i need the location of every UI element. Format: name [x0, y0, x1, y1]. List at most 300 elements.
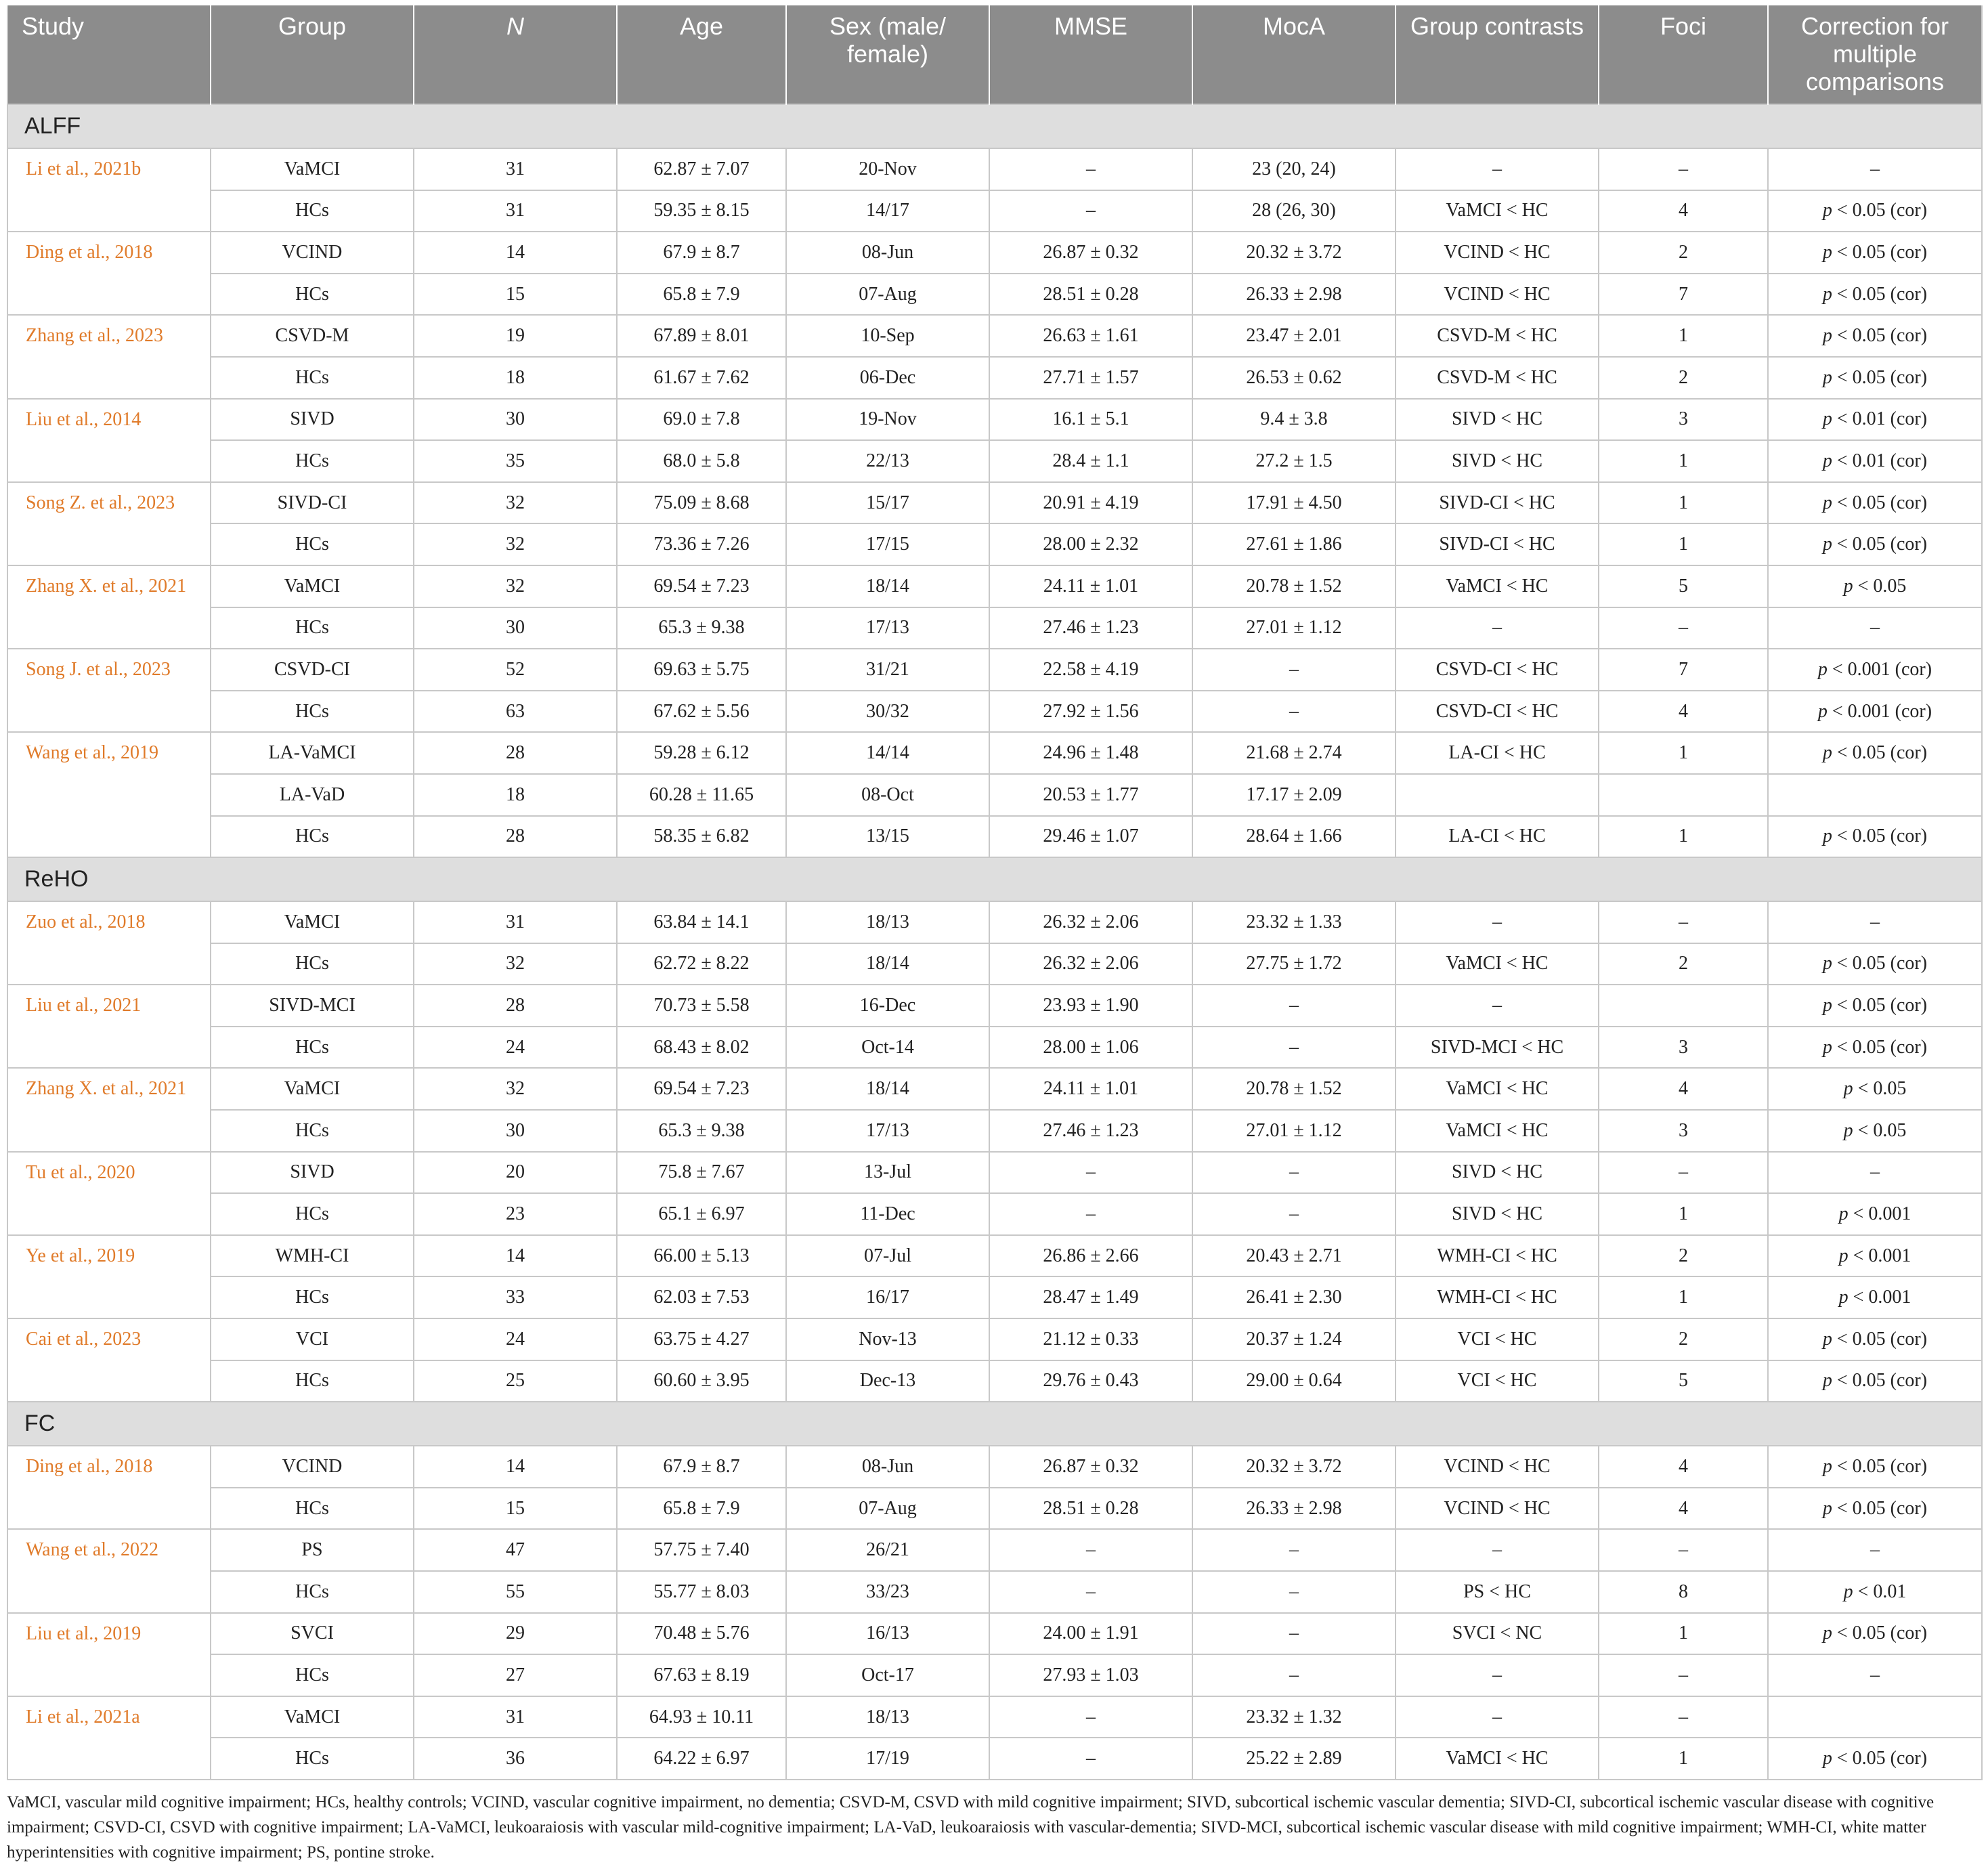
sex-cell: 13-Jul — [786, 1152, 989, 1194]
group-cell: HCs — [211, 1738, 414, 1780]
moca-cell: – — [1192, 1529, 1396, 1571]
study-cell[interactable]: Wang et al., 2022 — [7, 1529, 211, 1612]
mmse-cell: 16.1 ± 5.1 — [989, 399, 1192, 441]
group-cell: SVCI — [211, 1613, 414, 1655]
group-cell: WMH-CI — [211, 1235, 414, 1277]
foci-cell: 2 — [1599, 357, 1768, 399]
group-contrasts-cell: WMH-CI < HC — [1396, 1235, 1599, 1277]
moca-cell: 23.47 ± 2.01 — [1192, 315, 1396, 357]
moca-cell: 23.32 ± 1.32 — [1192, 1696, 1396, 1738]
foci-cell: 3 — [1599, 1110, 1768, 1152]
sex-cell: 17/15 — [786, 523, 989, 565]
age-cell: 57.75 ± 7.40 — [617, 1529, 786, 1571]
moca-cell: – — [1192, 1571, 1396, 1613]
table-row — [7, 1110, 1982, 1152]
age-cell: 69.54 ± 7.23 — [617, 1068, 786, 1110]
moca-cell: – — [1192, 1654, 1396, 1696]
group-cell: HCs — [211, 1276, 414, 1318]
age-cell: 65.3 ± 9.38 — [617, 1110, 786, 1152]
correction-cell: p < 0.001 (cor) — [1768, 691, 1982, 733]
group-contrasts-cell: CSVD-M < HC — [1396, 357, 1599, 399]
group-cell: HCs — [211, 440, 414, 482]
age-cell: 69.0 ± 7.8 — [617, 399, 786, 441]
group-contrasts-cell: VaMCI < HC — [1396, 943, 1599, 985]
mmse-cell: 28.51 ± 0.28 — [989, 1488, 1192, 1530]
table-row — [7, 399, 1982, 441]
correction-cell: p < 0.05 (cor) — [1768, 523, 1982, 565]
sex-cell: 07-Aug — [786, 274, 989, 316]
table-row — [7, 1318, 1982, 1360]
group-contrasts-cell: – — [1396, 1654, 1599, 1696]
age-cell: 62.72 ± 8.22 — [617, 943, 786, 985]
moca-cell: 28 (26, 30) — [1192, 190, 1396, 232]
n-cell: 14 — [414, 1235, 617, 1277]
n-cell: 27 — [414, 1654, 617, 1696]
sex-cell: Dec-13 — [786, 1360, 989, 1402]
correction-cell: p < 0.05 — [1768, 565, 1982, 607]
group-contrasts-cell: WMH-CI < HC — [1396, 1276, 1599, 1318]
group-contrasts-cell: – — [1396, 148, 1599, 190]
group-cell: VaMCI — [211, 901, 414, 943]
group-contrasts-cell: VCIND < HC — [1396, 1488, 1599, 1530]
foci-cell: – — [1599, 148, 1768, 190]
study-cell[interactable]: Liu et al., 2021 — [7, 985, 211, 1068]
study-cell[interactable]: Zhang et al., 2023 — [7, 315, 211, 398]
mmse-cell: 24.96 ± 1.48 — [989, 732, 1192, 774]
group-cell: SIVD — [211, 1152, 414, 1194]
section-label: FC — [7, 1402, 1982, 1446]
section-row — [7, 857, 1982, 901]
n-cell: 30 — [414, 607, 617, 649]
age-cell: 58.35 ± 6.82 — [617, 816, 786, 858]
mmse-cell: 26.63 ± 1.61 — [989, 315, 1192, 357]
n-cell: 18 — [414, 357, 617, 399]
moca-cell: 21.68 ± 2.74 — [1192, 732, 1396, 774]
table-row — [7, 565, 1982, 607]
table-row — [7, 1276, 1982, 1318]
age-cell: 60.28 ± 11.65 — [617, 774, 786, 816]
mmse-cell: 27.93 ± 1.03 — [989, 1654, 1192, 1696]
group-contrasts-cell: SIVD < HC — [1396, 1152, 1599, 1194]
section-label: ALFF — [7, 104, 1982, 148]
group-contrasts-cell: PS < HC — [1396, 1571, 1599, 1613]
section-row — [7, 1402, 1982, 1446]
group-contrasts-cell: VaMCI < HC — [1396, 1738, 1599, 1780]
age-cell: 67.89 ± 8.01 — [617, 315, 786, 357]
mmse-cell: 26.87 ± 0.32 — [989, 232, 1192, 274]
mmse-cell: 27.46 ± 1.23 — [989, 607, 1192, 649]
n-cell: 28 — [414, 816, 617, 858]
study-cell[interactable]: Li et al., 2021b — [7, 148, 211, 232]
foci-cell: – — [1599, 607, 1768, 649]
foci-cell: 1 — [1599, 523, 1768, 565]
moca-cell: 25.22 ± 2.89 — [1192, 1738, 1396, 1780]
study-cell[interactable]: Song Z. et al., 2023 — [7, 482, 211, 565]
correction-cell: p < 0.05 (cor) — [1768, 985, 1982, 1027]
moca-cell: – — [1192, 985, 1396, 1027]
age-cell: 61.67 ± 7.62 — [617, 357, 786, 399]
sex-cell: 07-Aug — [786, 1488, 989, 1530]
group-contrasts-cell: – — [1396, 985, 1599, 1027]
correction-cell: p < 0.01 — [1768, 1571, 1982, 1613]
moca-cell: – — [1192, 1027, 1396, 1069]
foci-cell: 1 — [1599, 732, 1768, 774]
mmse-cell: – — [989, 190, 1192, 232]
age-cell: 59.28 ± 6.12 — [617, 732, 786, 774]
age-cell: 67.9 ± 8.7 — [617, 232, 786, 274]
n-cell: 24 — [414, 1027, 617, 1069]
sex-cell: 18/14 — [786, 943, 989, 985]
table-container — [7, 5, 1981, 1865]
sex-cell: 06-Dec — [786, 357, 989, 399]
moca-cell: 27.01 ± 1.12 — [1192, 1110, 1396, 1152]
header-n: N — [414, 5, 617, 104]
header-study: Study — [7, 5, 211, 104]
correction-cell — [1768, 774, 1982, 816]
n-cell: 15 — [414, 1488, 617, 1530]
group-cell: HCs — [211, 1193, 414, 1235]
sex-cell: 14/17 — [786, 190, 989, 232]
correction-cell: p < 0.05 (cor) — [1768, 357, 1982, 399]
group-cell: HCs — [211, 523, 414, 565]
table-row — [7, 1529, 1982, 1571]
studies-table — [7, 5, 1983, 1780]
mmse-cell: 26.32 ± 2.06 — [989, 901, 1192, 943]
age-cell: 67.9 ± 8.7 — [617, 1446, 786, 1488]
group-contrasts-cell: CSVD-M < HC — [1396, 315, 1599, 357]
study-cell[interactable]: Zhang X. et al., 2021 — [7, 1068, 211, 1151]
study-cell[interactable]: Liu et al., 2019 — [7, 1613, 211, 1696]
foci-cell: – — [1599, 901, 1768, 943]
age-cell: 62.87 ± 7.07 — [617, 148, 786, 190]
group-cell: VaMCI — [211, 1696, 414, 1738]
moca-cell: 27.2 ± 1.5 — [1192, 440, 1396, 482]
group-cell: VCI — [211, 1318, 414, 1360]
age-cell: 70.73 ± 5.58 — [617, 985, 786, 1027]
foci-cell: 5 — [1599, 565, 1768, 607]
mmse-cell: – — [989, 1529, 1192, 1571]
sex-cell: 33/23 — [786, 1571, 989, 1613]
table-row — [7, 482, 1982, 524]
mmse-cell: 20.53 ± 1.77 — [989, 774, 1192, 816]
moca-cell: 26.53 ± 0.62 — [1192, 357, 1396, 399]
foci-cell — [1599, 774, 1768, 816]
foci-cell: 4 — [1599, 190, 1768, 232]
age-cell: 65.8 ± 7.9 — [617, 1488, 786, 1530]
foci-cell: 4 — [1599, 1446, 1768, 1488]
moca-cell: 27.61 ± 1.86 — [1192, 523, 1396, 565]
correction-cell: – — [1768, 1654, 1982, 1696]
group-cell: HCs — [211, 190, 414, 232]
table-body — [7, 104, 1982, 1780]
table-row — [7, 1360, 1982, 1402]
header-row — [7, 5, 1982, 104]
foci-cell: 4 — [1599, 691, 1768, 733]
age-cell: 65.3 ± 9.38 — [617, 607, 786, 649]
n-cell: 30 — [414, 399, 617, 441]
group-contrasts-cell: SIVD < HC — [1396, 399, 1599, 441]
header-group: Group — [211, 5, 414, 104]
moca-cell: 27.01 ± 1.12 — [1192, 607, 1396, 649]
sex-cell: 16-Dec — [786, 985, 989, 1027]
foci-cell: 3 — [1599, 1027, 1768, 1069]
sex-cell: 15/17 — [786, 482, 989, 524]
sex-cell: 11-Dec — [786, 1193, 989, 1235]
table-row — [7, 649, 1982, 691]
table-row — [7, 1738, 1982, 1780]
moca-cell: 17.17 ± 2.09 — [1192, 774, 1396, 816]
mmse-cell: 26.86 ± 2.66 — [989, 1235, 1192, 1277]
group-contrasts-cell: – — [1396, 1529, 1599, 1571]
mmse-cell: 21.12 ± 0.33 — [989, 1318, 1192, 1360]
group-contrasts-cell: SIVD-MCI < HC — [1396, 1027, 1599, 1069]
sex-cell: 20-Nov — [786, 148, 989, 190]
foci-cell: 1 — [1599, 816, 1768, 858]
sex-cell: 10-Sep — [786, 315, 989, 357]
table-row — [7, 148, 1982, 190]
group-cell: VCIND — [211, 1446, 414, 1488]
foci-cell: 1 — [1599, 1738, 1768, 1780]
group-contrasts-cell: – — [1396, 901, 1599, 943]
moca-cell: – — [1192, 1613, 1396, 1655]
group-contrasts-cell: SIVD-CI < HC — [1396, 482, 1599, 524]
moca-cell: 27.75 ± 1.72 — [1192, 943, 1396, 985]
foci-cell: 4 — [1599, 1068, 1768, 1110]
sex-cell: 18/14 — [786, 565, 989, 607]
mmse-cell: – — [989, 1152, 1192, 1194]
age-cell: 75.8 ± 7.67 — [617, 1152, 786, 1194]
correction-cell: p < 0.01 (cor) — [1768, 399, 1982, 441]
correction-cell: p < 0.05 — [1768, 1110, 1982, 1152]
sex-cell: 22/13 — [786, 440, 989, 482]
sex-cell: 16/17 — [786, 1276, 989, 1318]
correction-cell: p < 0.05 (cor) — [1768, 1318, 1982, 1360]
n-cell: 33 — [414, 1276, 617, 1318]
mmse-cell: 24.11 ± 1.01 — [989, 1068, 1192, 1110]
group-contrasts-cell: CSVD-CI < HC — [1396, 649, 1599, 691]
table-row — [7, 1696, 1982, 1738]
moca-cell: 9.4 ± 3.8 — [1192, 399, 1396, 441]
moca-cell: – — [1192, 691, 1396, 733]
table-row — [7, 1654, 1982, 1696]
age-cell: 60.60 ± 3.95 — [617, 1360, 786, 1402]
n-cell: 32 — [414, 1068, 617, 1110]
sex-cell: 30/32 — [786, 691, 989, 733]
correction-cell: p < 0.05 (cor) — [1768, 315, 1982, 357]
mmse-cell: 23.93 ± 1.90 — [989, 985, 1192, 1027]
foci-cell: – — [1599, 1529, 1768, 1571]
age-cell: 64.93 ± 10.11 — [617, 1696, 786, 1738]
study-cell[interactable]: Tu et al., 2020 — [7, 1152, 211, 1235]
foci-cell: 7 — [1599, 649, 1768, 691]
n-cell: 55 — [414, 1571, 617, 1613]
age-cell: 55.77 ± 8.03 — [617, 1571, 786, 1613]
mmse-cell: 22.58 ± 4.19 — [989, 649, 1192, 691]
table-row — [7, 1152, 1982, 1194]
moca-cell: 20.32 ± 3.72 — [1192, 1446, 1396, 1488]
moca-cell: 28.64 ± 1.66 — [1192, 816, 1396, 858]
mmse-cell: – — [989, 1571, 1192, 1613]
correction-cell: – — [1768, 901, 1982, 943]
group-cell: SIVD — [211, 399, 414, 441]
sex-cell: 08-Jun — [786, 1446, 989, 1488]
n-cell: 52 — [414, 649, 617, 691]
group-cell: PS — [211, 1529, 414, 1571]
moca-cell: 20.78 ± 1.52 — [1192, 1068, 1396, 1110]
foci-cell: 2 — [1599, 943, 1768, 985]
n-cell: 47 — [414, 1529, 617, 1571]
age-cell: 67.62 ± 5.56 — [617, 691, 786, 733]
group-cell: HCs — [211, 943, 414, 985]
age-cell: 64.22 ± 6.97 — [617, 1738, 786, 1780]
group-contrasts-cell: SIVD-CI < HC — [1396, 523, 1599, 565]
group-contrasts-cell: VCI < HC — [1396, 1318, 1599, 1360]
group-cell: VaMCI — [211, 148, 414, 190]
study-cell[interactable]: Liu et al., 2014 — [7, 399, 211, 482]
foci-cell: 1 — [1599, 482, 1768, 524]
age-cell: 70.48 ± 5.76 — [617, 1613, 786, 1655]
foci-cell: 1 — [1599, 1193, 1768, 1235]
mmse-cell: 28.4 ± 1.1 — [989, 440, 1192, 482]
header-sex: Sex (male/ female) — [786, 5, 989, 104]
n-cell: 35 — [414, 440, 617, 482]
foci-cell: 7 — [1599, 274, 1768, 316]
table-row — [7, 732, 1982, 774]
foci-cell: 2 — [1599, 232, 1768, 274]
n-cell: 29 — [414, 1613, 617, 1655]
group-contrasts-cell: VCIND < HC — [1396, 274, 1599, 316]
moca-cell: 29.00 ± 0.64 — [1192, 1360, 1396, 1402]
group-cell: HCs — [211, 1027, 414, 1069]
age-cell: 69.63 ± 5.75 — [617, 649, 786, 691]
age-cell: 62.03 ± 7.53 — [617, 1276, 786, 1318]
correction-cell: – — [1768, 1152, 1982, 1194]
n-cell: 14 — [414, 1446, 617, 1488]
section-label: ReHO — [7, 857, 1982, 901]
group-cell: LA-VaD — [211, 774, 414, 816]
study-cell[interactable]: Li et al., 2021a — [7, 1696, 211, 1780]
moca-cell: 26.33 ± 2.98 — [1192, 1488, 1396, 1530]
n-cell: 31 — [414, 901, 617, 943]
n-cell: 19 — [414, 315, 617, 357]
correction-cell: p < 0.05 (cor) — [1768, 1446, 1982, 1488]
foci-cell: 4 — [1599, 1488, 1768, 1530]
mmse-cell: 28.51 ± 0.28 — [989, 274, 1192, 316]
foci-cell: 1 — [1599, 1276, 1768, 1318]
correction-cell: p < 0.001 — [1768, 1193, 1982, 1235]
correction-cell: – — [1768, 1529, 1982, 1571]
moca-cell: 26.33 ± 2.98 — [1192, 274, 1396, 316]
study-cell[interactable]: Ye et al., 2019 — [7, 1235, 211, 1318]
n-cell: 32 — [414, 565, 617, 607]
foci-cell: 5 — [1599, 1360, 1768, 1402]
moca-cell: 17.91 ± 4.50 — [1192, 482, 1396, 524]
n-cell: 28 — [414, 732, 617, 774]
table-row — [7, 1235, 1982, 1277]
correction-cell: p < 0.001 — [1768, 1235, 1982, 1277]
correction-cell: – — [1768, 148, 1982, 190]
correction-cell: p < 0.05 (cor) — [1768, 1738, 1982, 1780]
foci-cell: 8 — [1599, 1571, 1768, 1613]
sex-cell: 17/13 — [786, 1110, 989, 1152]
n-cell: 31 — [414, 190, 617, 232]
study-cell[interactable]: Cai et al., 2023 — [7, 1318, 211, 1402]
n-cell: 32 — [414, 523, 617, 565]
n-cell: 28 — [414, 985, 617, 1027]
table-row — [7, 315, 1982, 357]
sex-cell: 14/14 — [786, 732, 989, 774]
study-cell[interactable]: Song J. et al., 2023 — [7, 649, 211, 732]
group-contrasts-cell: CSVD-CI < HC — [1396, 691, 1599, 733]
moca-cell: – — [1192, 1152, 1396, 1194]
study-cell[interactable]: Zhang X. et al., 2021 — [7, 565, 211, 649]
foci-cell: 3 — [1599, 399, 1768, 441]
group-contrasts-cell: SVCI < NC — [1396, 1613, 1599, 1655]
age-cell: 73.36 ± 7.26 — [617, 523, 786, 565]
correction-cell: p < 0.05 (cor) — [1768, 816, 1982, 858]
group-cell: HCs — [211, 607, 414, 649]
group-contrasts-cell: LA-CI < HC — [1396, 732, 1599, 774]
age-cell: 63.84 ± 14.1 — [617, 901, 786, 943]
header-moca: MocA — [1192, 5, 1396, 104]
correction-cell: p < 0.05 (cor) — [1768, 190, 1982, 232]
moca-cell: 20.32 ± 3.72 — [1192, 232, 1396, 274]
mmse-cell: 26.87 ± 0.32 — [989, 1446, 1192, 1488]
group-contrasts-cell: SIVD < HC — [1396, 440, 1599, 482]
sex-cell: 18/13 — [786, 901, 989, 943]
mmse-cell: 29.76 ± 0.43 — [989, 1360, 1192, 1402]
mmse-cell: 27.92 ± 1.56 — [989, 691, 1192, 733]
n-cell: 32 — [414, 943, 617, 985]
study-cell[interactable]: Wang et al., 2019 — [7, 732, 211, 857]
age-cell: 65.1 ± 6.97 — [617, 1193, 786, 1235]
mmse-cell: 24.00 ± 1.91 — [989, 1613, 1192, 1655]
table-row — [7, 901, 1982, 943]
sex-cell: 13/15 — [786, 816, 989, 858]
table-row — [7, 1446, 1982, 1488]
correction-cell: p < 0.05 (cor) — [1768, 1360, 1982, 1402]
sex-cell: 08-Oct — [786, 774, 989, 816]
age-cell: 68.0 ± 5.8 — [617, 440, 786, 482]
table-row — [7, 274, 1982, 316]
group-contrasts-cell: VaMCI < HC — [1396, 565, 1599, 607]
table-footnote: VaMCI, vascular mild cognitive impairment; HCs, healthy controls; VCIND, vascular cognitive impairment, no dementia; CSVD-M, CSVD with mild cognitive impairment; SIVD, subcortical ischemic vascular dementia; SIVD-CI, subcortical ischemic vascular disease with cognitive impairment; CSVD-CI, CSVD with cognitive impairment; LA-VaMCI, leukoaraiosis with vascular mild-cognitive impairment; LA-VaD, leukoaraiosis with vascular-dementia; SIVD-MCI, subcortical ischemic vascular disease with mild cognitive impairment; WMH-CI, white matter hyperintensities with cognitive impairment; PS, pontine stroke. — [7, 1792, 1935, 1862]
foci-cell: 1 — [1599, 1613, 1768, 1655]
mmse-cell: – — [989, 148, 1192, 190]
table-row — [7, 943, 1982, 985]
section-row — [7, 104, 1982, 148]
study-cell[interactable]: Ding et al., 2018 — [7, 232, 211, 315]
group-cell: LA-VaMCI — [211, 732, 414, 774]
moca-cell: 20.43 ± 2.71 — [1192, 1235, 1396, 1277]
n-cell: 63 — [414, 691, 617, 733]
n-cell: 24 — [414, 1318, 617, 1360]
group-contrasts-cell: VCIND < HC — [1396, 232, 1599, 274]
study-cell[interactable]: Ding et al., 2018 — [7, 1446, 211, 1529]
correction-cell: p < 0.05 (cor) — [1768, 732, 1982, 774]
age-cell: 75.09 ± 8.68 — [617, 482, 786, 524]
foci-cell: 1 — [1599, 315, 1768, 357]
moca-cell: 26.41 ± 2.30 — [1192, 1276, 1396, 1318]
study-cell[interactable]: Zuo et al., 2018 — [7, 901, 211, 985]
foci-cell: 2 — [1599, 1318, 1768, 1360]
mmse-cell: – — [989, 1193, 1192, 1235]
group-cell: HCs — [211, 1488, 414, 1530]
mmse-cell: – — [989, 1696, 1192, 1738]
correction-cell: p < 0.05 (cor) — [1768, 1613, 1982, 1655]
sex-cell: 08-Jun — [786, 232, 989, 274]
group-cell: SIVD-CI — [211, 482, 414, 524]
